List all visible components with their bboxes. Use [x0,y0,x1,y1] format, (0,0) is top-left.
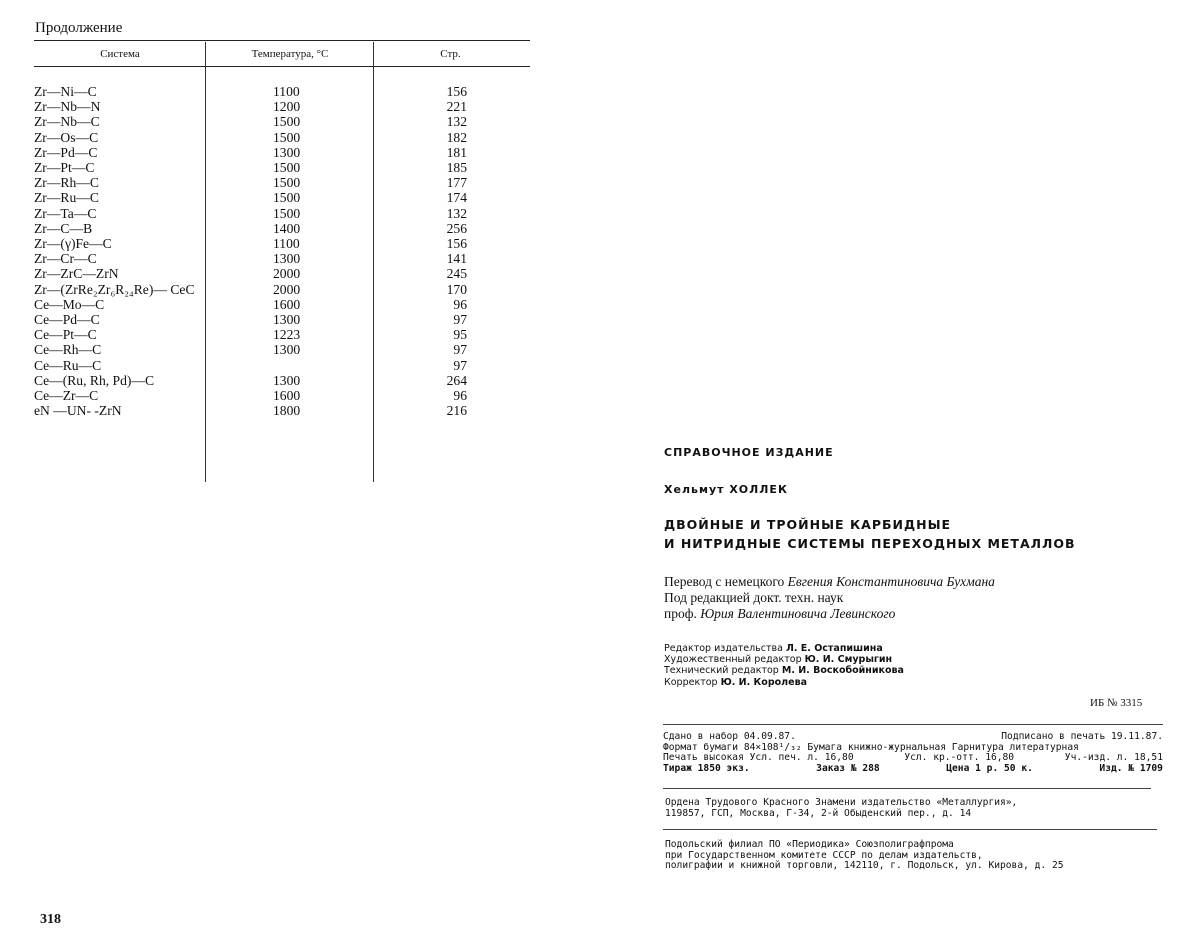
column-header-system: Система [100,48,140,60]
table-row [34,403,479,418]
cell-page: 264 [446,372,467,388]
imprint-bottom-rule [663,788,1151,789]
cell-temperature: 1200 [273,99,301,115]
cell-temperature: 1400 [273,220,301,236]
cell-system: Zr—Cr—C [34,251,97,267]
cell-page: 132 [446,205,467,221]
table-row [34,145,479,160]
cell-system: Ce—Pd—C [34,312,100,328]
book-title-line: ДВОЙНЫЕ И ТРОЙНЫЕ КАРБИДНЫЕ [664,517,952,532]
cell-system: Ce—Pt—C [34,327,97,343]
cell-system: Ce—Rh—C [34,342,102,358]
cell-page: 245 [446,266,467,282]
book-title [664,515,1076,553]
table-row [34,114,479,129]
cell-page: 174 [446,190,467,206]
table-row [34,160,479,175]
cell-system: Zr—ZrC—ZrN [34,266,119,282]
table-row [34,99,479,114]
imprint-block: Сдано в набор 04.09.87. Подписано в печать 19.11.87. Формат бумаги 84×108¹/₃₂ Бумага книжно-журнальная Гарнитура литературная Печать высокая Усл. печ. л. 16,80 Усл. кр.-отт. 16,80 Уч.-изд. л. 18,51 Тираж 1850 экз. Заказ № 288 Цена 1 р. 50 к. Изд. № 1709 [663,731,1163,775]
cell-page: 96 [453,388,467,404]
cell-system: Zr—Rh—C [34,175,99,191]
table-header-rule [34,66,530,67]
table-top-rule [34,40,530,41]
table-row [34,388,479,403]
cell-page: 97 [453,342,467,358]
publisher-block: Ордена Трудового Красного Знамени издательство «Металлургия», 119857, ГСП, Москва, Г-34, 2-й Обыденский пер., д. 14 [665,797,1018,819]
continuation-label: Продолжение [35,20,123,36]
cell-page: 95 [453,327,467,343]
column-header-page: Стр. [440,48,461,60]
cell-temperature: 1600 [273,388,301,404]
publisher-bottom-rule [663,829,1157,830]
table-row [34,190,479,205]
cell-system: Zr—Ta—C [34,205,97,221]
cell-system: Zr—Os—C [34,129,99,145]
cell-temperature: 1223 [273,327,301,343]
cell-system: Ce—(Ru, Rh, Pd)—C [34,372,155,388]
column-header-temperature: Температура, °С [251,48,329,60]
table-row [34,312,479,327]
page-number: 318 [40,912,61,927]
editors-list [664,643,904,688]
table-row [34,327,479,342]
cell-temperature: 1300 [273,251,301,267]
table-row [34,206,479,221]
cell-temperature: 1300 [273,342,301,358]
cell-temperature: 2000 [273,266,301,282]
cell-system: Zr—C—B [34,220,93,236]
cell-page: 170 [446,281,467,297]
cell-page: 181 [446,144,467,160]
cell-temperature: 1500 [273,129,301,145]
cell-page: 256 [446,220,467,236]
table-row [34,282,479,297]
cell-page: 96 [453,296,467,312]
cell-temperature: 2000 [273,281,301,297]
cell-page: 141 [446,251,467,267]
cell-system: Zr—Nb—C [34,114,100,130]
cell-page: 177 [446,175,467,191]
cell-temperature: 1100 [273,84,300,99]
cell-temperature: 1300 [273,144,301,160]
cell-temperature: 1500 [273,175,301,191]
translator-name: Евгения Константиновича Бухмана [787,574,995,589]
cell-system: Zr—Ru—C [34,190,99,206]
editor-prefix: проф. [664,606,697,621]
translation-prefix: Перевод с немецкого [664,574,785,589]
editor-line: Технический редактор М. И. Воскобойникова [664,665,904,677]
author-name: Хельмут ХОЛЛЕК [664,483,788,496]
imprint-typeset: Сдано в набор 04.09.87. [663,731,796,742]
cell-system: Zr—Nb—N [34,99,101,115]
cell-system: Zr—Pt—C [34,160,95,176]
cell-system: Zr—Pd—C [34,144,98,160]
table-row [34,130,479,145]
cell-system: Zr—(γ)Fe—C [34,236,112,252]
editor-line: Редактор издательства Л. Е. Остапишина [664,643,883,654]
cell-temperature: 1300 [273,312,301,328]
series-label: СПРАВОЧНОЕ ИЗДАНИЕ [664,446,834,459]
cell-page: 132 [446,114,467,130]
cell-system: Ce—Ru—C [34,357,102,373]
cell-temperature: 1600 [273,296,301,312]
table-row [34,236,479,251]
cell-system: Ce—Zr—C [34,388,99,404]
cell-system: Zr—Ni—C [34,84,97,99]
book-title-line: И НИТРИДНЫЕ СИСТЕМЫ ПЕРЕХОДНЫХ МЕТАЛЛОВ [664,536,1076,551]
cell-temperature: 1500 [273,190,301,206]
table-row [34,251,479,266]
cell-temperature: 1500 [273,114,301,130]
cell-system: Zr—(ZrRe₂Zr₆R₂₄Re)— CeC [34,281,195,297]
cell-temperature: 1300 [273,372,301,388]
table-row [34,358,479,373]
cell-temperature: 1800 [273,403,301,419]
cell-page: 216 [446,403,467,419]
imprint-top-rule [663,724,1163,725]
cell-page: 221 [446,99,467,115]
table-row [34,266,479,281]
cell-page: 185 [446,160,467,176]
nb-number: ИБ № 3315 [1090,697,1143,709]
editor-line: Художественный редактор Ю. И. Смурыгин [664,654,893,666]
cell-system: eN —UN- -ZrN [34,403,122,419]
table-row [34,175,479,190]
table-row [34,221,479,236]
cell-system: Ce—Mo—C [34,296,105,312]
cell-temperature: 1100 [273,236,300,252]
cell-page: 97 [453,357,467,373]
cell-page: 156 [446,84,467,99]
table-row [34,342,479,357]
cell-temperature: 1500 [273,160,301,176]
table-row [34,84,479,99]
table-row [34,297,479,312]
editor-line: Корректор Ю. И. Королева [664,676,807,688]
scientific-editor-name: Юрия Валентиновича Левинского [700,606,896,621]
table-row [34,373,479,388]
editing-line: Под редакцией докт. техн. наук [664,590,844,605]
imprint-signed: Подписано в печать 19.11.87. [1001,731,1163,742]
imprint-format: Формат бумаги 84×108¹/₃₂ Бумага книжно-журнальная Гарнитура литературная [663,741,1079,753]
credits-block [664,574,995,622]
cell-page: 182 [446,129,467,145]
cell-page: 156 [446,236,467,252]
cell-temperature: 1500 [273,205,301,221]
table-body [34,84,479,418]
printer-block: Подольский филиал ПО «Периодика» Союзполиграфпрома при Государственном комитете СССР по делам издательств, полиграфии и книжной торговли, 142110, г. Подольск, ул. Кирова, д. 25 [665,839,1064,872]
cell-page: 97 [453,312,467,328]
